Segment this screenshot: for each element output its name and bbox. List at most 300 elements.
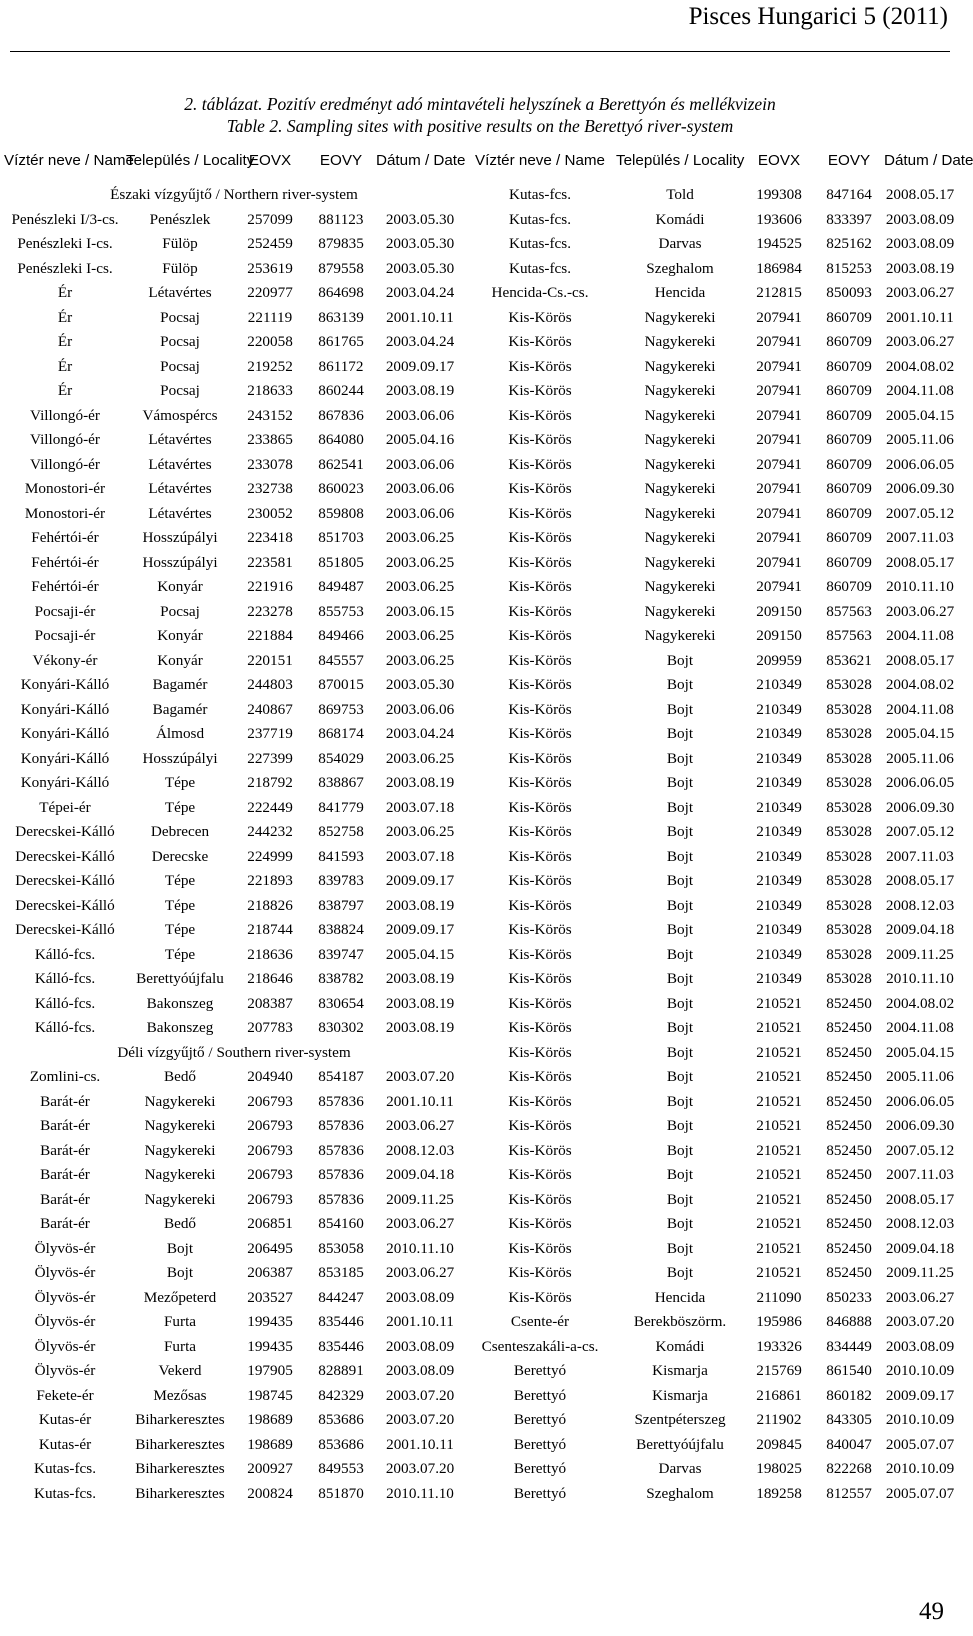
- left-eovx-cell: 207783: [247, 1019, 293, 1036]
- left-locality-cell: Pocsaj: [160, 333, 200, 350]
- table-row: [4, 1090, 956, 1115]
- left-water-name-cell: Ölyvös-ér: [34, 1313, 96, 1330]
- left-eovy-cell: 863139: [318, 308, 364, 326]
- right-water-name-cell: Kis-Körös: [508, 1190, 572, 1208]
- right-locality-cell: Hencida: [654, 1288, 706, 1306]
- left-eovx-cell: 223418: [247, 529, 293, 546]
- table-row: [4, 771, 956, 796]
- right-water-name-cell: Berettyó: [513, 1386, 567, 1404]
- right-water-name-cell: Csente-ér: [510, 1313, 570, 1330]
- left-eovx-cell: 206793: [247, 1092, 293, 1110]
- right-eovx-cell: 207941: [756, 382, 802, 399]
- left-eovx-cell: 237719: [247, 725, 293, 742]
- right-eovy-cell: 853621: [826, 651, 872, 669]
- left-locality-cell: Létavértes: [148, 431, 212, 448]
- left-eovx-cell: 218636: [247, 945, 293, 963]
- right-locality-cell: Bojt: [666, 749, 694, 767]
- left-date-cell: 2001.10.11: [386, 308, 454, 326]
- right-eovx-cell: 194525: [756, 235, 802, 252]
- right-date-cell: 2003.06.27: [885, 284, 955, 301]
- right-locality-cell: Bojt: [666, 896, 694, 914]
- left-locality-cell: Derecske: [151, 847, 209, 865]
- table-row: [4, 428, 956, 453]
- right-eovx-cell: 210349: [756, 847, 802, 865]
- left-eovy-cell: 857836: [318, 1092, 364, 1110]
- left-water-name-cell: Zomlini-cs.: [29, 1068, 101, 1085]
- left-date-cell: 2003.06.27: [385, 1264, 455, 1281]
- left-eovy-cell: 835446: [318, 1337, 364, 1355]
- left-date-cell: 2003.08.19: [385, 1019, 455, 1036]
- right-date-cell: 2009.04.18: [885, 1239, 955, 1257]
- right-water-name-cell: Kis-Körös: [508, 1019, 572, 1036]
- left-date-cell: 2003.06.25: [385, 651, 455, 669]
- right-locality-cell: Nagykereki: [644, 627, 716, 644]
- right-eovx-cell: 210521: [756, 1190, 802, 1208]
- right-locality-cell: Bojt: [666, 700, 694, 718]
- left-eovy-cell: 857836: [318, 1166, 364, 1183]
- left-water-name-cell: Vékony-ér: [32, 651, 98, 669]
- right-locality-cell: Nagykereki: [644, 553, 716, 571]
- left-date-cell: 2003.07.20: [385, 1386, 455, 1404]
- left-eovx-cell: 218792: [247, 774, 293, 791]
- table-row: [4, 624, 956, 649]
- left-date-cell: 2003.05.30: [385, 235, 455, 252]
- table-row: [4, 281, 956, 306]
- left-eovx-cell: 206387: [247, 1264, 293, 1281]
- table-row: [4, 1384, 956, 1409]
- left-eovy-cell: 862541: [318, 455, 364, 473]
- left-eovy-cell: 854160: [318, 1215, 364, 1232]
- left-water-name-cell: Barát-ér: [40, 1166, 90, 1183]
- right-locality-cell: Bojt: [666, 970, 694, 987]
- left-water-name-cell: Monostori-ér: [24, 504, 106, 522]
- left-eovx-cell: 199435: [247, 1337, 293, 1355]
- left-water-name-cell: Fehértói-ér: [31, 578, 99, 595]
- right-eovx-cell: 207941: [756, 480, 802, 497]
- right-eovy-cell: 857563: [826, 602, 872, 620]
- right-date-cell: 2004.11.08: [886, 1019, 954, 1036]
- left-date-cell: 2003.07.18: [385, 798, 455, 816]
- left-locality-cell: Bedő: [163, 1215, 197, 1232]
- right-date-cell: 2003.06.27: [885, 602, 955, 620]
- right-water-name-cell: Kis-Körös: [508, 921, 572, 938]
- left-eovy-cell: 841779: [318, 798, 364, 816]
- table-row: [4, 257, 956, 282]
- right-eovy-cell: 860182: [826, 1386, 872, 1404]
- right-date-cell: 2004.08.02: [885, 357, 955, 375]
- left-date-cell: 2003.07.18: [385, 847, 455, 865]
- right-eovy-cell: 853028: [826, 847, 872, 865]
- right-water-name-cell: Berettyó: [513, 1435, 567, 1453]
- table-row: [4, 1237, 956, 1262]
- right-locality-cell: Told: [666, 186, 694, 203]
- page-number: 49: [919, 1598, 944, 1625]
- left-water-name-cell: Derecskei-Kálló: [15, 847, 115, 865]
- right-eovy-cell: 860709: [826, 455, 872, 473]
- table-row: [4, 1188, 956, 1213]
- right-water-name-cell: Kis-Körös: [508, 1215, 572, 1232]
- left-date-cell: 2010.11.10: [386, 1239, 454, 1257]
- right-eovy-cell: 853028: [826, 798, 872, 816]
- right-date-cell: 2003.08.19: [885, 259, 955, 277]
- left-eovy-cell: 857836: [318, 1141, 364, 1159]
- running-header: Pisces Hungarici 5 (2011): [688, 3, 948, 30]
- right-eovy-cell: 815253: [826, 259, 872, 277]
- left-date-cell: 2003.07.20: [385, 1068, 455, 1085]
- right-water-name-cell: Kis-Körös: [508, 578, 572, 595]
- right-date-cell: 2003.08.09: [885, 235, 955, 252]
- right-eovy-cell: 860709: [826, 431, 872, 448]
- right-eovx-cell: 210521: [756, 1068, 802, 1085]
- right-water-name-cell: Kis-Körös: [508, 896, 572, 914]
- right-locality-cell: Darvas: [658, 235, 702, 252]
- right-eovx-cell: 210349: [756, 749, 802, 767]
- table-row: [4, 943, 956, 968]
- left-eovy-cell: 861172: [318, 357, 364, 375]
- right-locality-cell: Kismarja: [652, 1386, 708, 1404]
- left-date-cell: 2001.10.11: [386, 1313, 454, 1330]
- right-locality-cell: Bojt: [666, 1190, 694, 1208]
- right-date-cell: 2003.06.27: [885, 333, 955, 350]
- right-locality-cell: Bojt: [666, 1239, 694, 1257]
- left-date-cell: 2003.06.15: [385, 602, 455, 620]
- left-eovy-cell: 853686: [318, 1435, 364, 1453]
- right-date-cell: 2001.10.11: [886, 308, 954, 326]
- right-water-name-cell: Kis-Körös: [508, 994, 572, 1012]
- right-eovx-cell: 210349: [756, 823, 802, 840]
- left-eovy-cell: 851703: [318, 529, 364, 546]
- left-locality-cell: Biharkeresztes: [135, 1460, 225, 1477]
- left-water-name-cell: Derecskei-Kálló: [15, 872, 115, 889]
- header-rule: [10, 51, 950, 52]
- right-eovx-cell: 210521: [756, 1215, 802, 1232]
- left-eovx-cell: 198689: [247, 1435, 293, 1453]
- left-water-name-cell: Barát-ér: [40, 1092, 90, 1110]
- table-row: [4, 502, 956, 527]
- left-water-name-cell: Fekete-ér: [36, 1386, 94, 1404]
- left-locality-cell: Tépe: [164, 921, 196, 938]
- right-locality-cell: Szentpéterszeg: [634, 1411, 726, 1428]
- right-water-name-cell: Hencida-Cs.-cs.: [491, 284, 589, 301]
- right-eovy-cell: 857563: [826, 627, 872, 644]
- right-date-cell: 2009.11.25: [886, 945, 954, 963]
- left-locality-cell: Konyár: [157, 627, 203, 644]
- right-eovy-cell: 850093: [826, 284, 872, 301]
- left-locality-cell: Biharkeresztes: [135, 1484, 225, 1502]
- table-row: [4, 526, 956, 551]
- left-eovx-cell: 244232: [247, 823, 293, 840]
- right-locality-cell: Bojt: [666, 651, 694, 669]
- left-locality-cell: Furta: [163, 1337, 197, 1355]
- right-water-name-cell: Kis-Körös: [508, 651, 572, 669]
- right-date-cell: 2008.05.17: [885, 651, 955, 669]
- left-eovy-cell: 849466: [318, 627, 364, 644]
- right-date-cell: 2008.12.03: [885, 1215, 955, 1232]
- right-date-cell: 2005.04.15: [885, 1043, 955, 1061]
- right-locality-cell: Kismarja: [652, 1362, 708, 1379]
- right-water-name-cell: Kutas-fcs.: [509, 186, 571, 203]
- col-header-eovx: EOVX: [757, 152, 801, 169]
- right-water-name-cell: Csenteszakáli-a-cs.: [481, 1337, 599, 1355]
- right-eovx-cell: 193326: [756, 1337, 802, 1355]
- right-water-name-cell: Kis-Körös: [508, 431, 572, 448]
- right-eovy-cell: 853028: [826, 970, 872, 987]
- right-eovx-cell: 210521: [756, 1019, 802, 1036]
- right-date-cell: 2008.05.17: [885, 186, 955, 203]
- table-row: [4, 992, 956, 1017]
- left-eovy-cell: 879558: [318, 259, 364, 277]
- left-locality-cell: Mezősas: [153, 1386, 207, 1404]
- right-eovx-cell: 207941: [756, 578, 802, 595]
- table-row: [4, 575, 956, 600]
- right-eovy-cell: 860709: [826, 504, 872, 522]
- left-date-cell: 2009.09.17: [385, 872, 455, 889]
- table-row: [4, 330, 956, 355]
- right-water-name-cell: Berettyó: [513, 1362, 567, 1379]
- left-date-cell: 2003.06.25: [385, 529, 455, 546]
- col-header-eovy: EOVY: [319, 152, 363, 169]
- table-body: [4, 183, 956, 1506]
- left-water-name-cell: Villongó-ér: [30, 431, 100, 448]
- table-row: [4, 918, 956, 943]
- right-locality-cell: Bojt: [666, 872, 694, 889]
- table-row: [4, 477, 956, 502]
- right-water-name-cell: Kis-Körös: [508, 1166, 572, 1183]
- left-eovy-cell: 855753: [318, 602, 364, 620]
- right-date-cell: 2005.11.06: [886, 1068, 954, 1085]
- right-eovy-cell: 853028: [826, 700, 872, 718]
- right-date-cell: 2008.05.17: [885, 872, 955, 889]
- left-locality-cell: Furta: [163, 1313, 197, 1330]
- right-eovx-cell: 210349: [756, 945, 802, 963]
- left-eovx-cell: 224999: [247, 847, 293, 865]
- right-water-name-cell: Kis-Körös: [508, 357, 572, 375]
- left-locality-cell: Létavértes: [148, 504, 212, 522]
- left-locality-cell: Tépe: [164, 872, 196, 889]
- right-eovy-cell: 860709: [826, 553, 872, 571]
- left-eovy-cell: 844247: [318, 1288, 364, 1306]
- right-date-cell: 2006.06.05: [885, 774, 955, 791]
- right-water-name-cell: Kis-Körös: [508, 529, 572, 546]
- right-locality-cell: Nagykereki: [644, 602, 716, 620]
- right-eovx-cell: 209959: [756, 651, 802, 669]
- right-locality-cell: Szeghalom: [646, 1484, 714, 1502]
- table-row: [4, 649, 956, 674]
- right-eovx-cell: 210521: [756, 1043, 802, 1061]
- left-date-cell: 2003.08.19: [385, 994, 455, 1012]
- right-eovx-cell: 207941: [756, 529, 802, 546]
- right-date-cell: 2007.05.12: [885, 504, 955, 522]
- left-eovy-cell: 857836: [318, 1117, 364, 1134]
- table-row: [4, 306, 956, 331]
- right-date-cell: 2009.04.18: [885, 921, 955, 938]
- table-caption-hungarian: 2. táblázat. Pozitív eredményt adó mintavételi helyszínek a Berettyón és mellékvizein: [184, 94, 776, 114]
- right-locality-cell: Szeghalom: [646, 259, 714, 277]
- right-date-cell: 2005.07.07: [885, 1435, 955, 1453]
- right-eovx-cell: 186984: [756, 259, 802, 277]
- left-date-cell: 2005.04.16: [385, 431, 455, 448]
- right-eovx-cell: 210349: [756, 896, 802, 914]
- right-water-name-cell: Kis-Körös: [508, 1141, 572, 1159]
- right-date-cell: 2005.04.15: [885, 406, 955, 424]
- left-eovx-cell: 218633: [247, 382, 293, 399]
- right-eovx-cell: 210349: [756, 774, 802, 791]
- left-date-cell: 2003.08.09: [385, 1337, 455, 1355]
- left-eovy-cell: 860023: [318, 480, 364, 497]
- left-eovx-cell: 204940: [247, 1068, 293, 1085]
- left-locality-cell: Vekerd: [158, 1362, 202, 1379]
- right-eovx-cell: 215769: [756, 1362, 802, 1379]
- left-date-cell: 2003.08.19: [385, 896, 455, 914]
- left-locality-cell: Nagykereki: [144, 1141, 216, 1159]
- left-water-name-cell: Villongó-ér: [30, 406, 100, 424]
- right-eovx-cell: 212815: [756, 284, 802, 301]
- left-eovx-cell: 230052: [247, 504, 293, 522]
- right-date-cell: 2008.05.17: [885, 1190, 955, 1208]
- table-row: [4, 698, 956, 723]
- left-locality-cell: Bojt: [166, 1264, 194, 1281]
- table-row: [4, 869, 956, 894]
- right-eovy-cell: 812557: [826, 1484, 872, 1502]
- left-eovy-cell: 830302: [318, 1019, 364, 1036]
- table-row: [4, 183, 956, 208]
- left-eovy-cell: 864080: [318, 431, 364, 448]
- left-eovx-cell: 243152: [247, 406, 293, 424]
- right-eovy-cell: 825162: [826, 235, 872, 252]
- right-locality-cell: Nagykereki: [644, 504, 716, 522]
- right-locality-cell: Komádi: [655, 1337, 705, 1355]
- left-date-cell: 2001.10.11: [386, 1092, 454, 1110]
- right-water-name-cell: Berettyó: [513, 1484, 567, 1502]
- right-eovy-cell: 834449: [826, 1337, 872, 1355]
- left-water-name-cell: Ölyvös-ér: [34, 1264, 96, 1281]
- right-water-name-cell: Kis-Körös: [508, 1117, 572, 1134]
- left-date-cell: 2003.08.09: [385, 1362, 455, 1379]
- right-eovx-cell: 210521: [756, 994, 802, 1012]
- left-water-name-cell: Kálló-fcs.: [34, 945, 96, 963]
- table-row: [4, 1041, 956, 1066]
- left-water-name-cell: Kutas-ér: [38, 1435, 92, 1453]
- left-water-name-cell: Ér: [57, 357, 73, 375]
- left-eovx-cell: 221916: [247, 578, 293, 595]
- left-eovy-cell: 853058: [318, 1239, 364, 1257]
- left-eovx-cell: 253619: [247, 259, 293, 277]
- right-date-cell: 2004.11.08: [886, 382, 954, 399]
- right-date-cell: 2010.10.09: [885, 1362, 955, 1379]
- right-locality-cell: Bojt: [666, 1092, 694, 1110]
- right-eovy-cell: 853028: [826, 921, 872, 938]
- right-locality-cell: Nagykereki: [644, 333, 716, 350]
- left-water-name-cell: Villongó-ér: [30, 455, 100, 473]
- right-eovx-cell: 211902: [756, 1411, 802, 1428]
- left-eovx-cell: 200927: [247, 1460, 293, 1477]
- table-row: [4, 747, 956, 772]
- right-locality-cell: Nagykereki: [644, 406, 716, 424]
- right-locality-cell: Bojt: [666, 774, 694, 791]
- right-date-cell: 2007.11.03: [886, 847, 954, 865]
- table-row: [4, 1139, 956, 1164]
- right-water-name-cell: Kis-Körös: [508, 872, 572, 889]
- right-eovx-cell: 210349: [756, 725, 802, 742]
- left-date-cell: 2003.08.19: [385, 774, 455, 791]
- col-header-locality: Település / Locality: [126, 152, 255, 169]
- table-row: [4, 1433, 956, 1458]
- right-date-cell: 2010.11.10: [886, 578, 954, 595]
- right-eovx-cell: 210521: [756, 1092, 802, 1110]
- right-date-cell: 2007.11.03: [886, 529, 954, 546]
- left-water-name-cell: Tépei-ér: [39, 798, 91, 816]
- right-eovx-cell: 189258: [756, 1484, 802, 1502]
- right-eovx-cell: 209150: [756, 602, 802, 620]
- left-eovx-cell: 257099: [247, 210, 293, 228]
- left-eovy-cell: 859808: [318, 504, 364, 522]
- left-locality-cell: Álmosd: [155, 725, 205, 742]
- left-water-name-cell: Ölyvös-ér: [34, 1288, 96, 1306]
- right-water-name-cell: Kis-Körös: [508, 1239, 572, 1257]
- table-row: [4, 1212, 956, 1237]
- right-eovx-cell: 193606: [756, 210, 802, 228]
- left-eovy-cell: 853185: [318, 1264, 364, 1281]
- left-locality-cell: Mezőpeterd: [143, 1288, 217, 1306]
- right-water-name-cell: Kis-Körös: [508, 945, 572, 963]
- right-eovy-cell: 853028: [826, 774, 872, 791]
- left-eovx-cell: 203527: [247, 1288, 293, 1306]
- left-locality-cell: Tépe: [164, 945, 196, 963]
- left-date-cell: 2009.04.18: [385, 1166, 455, 1183]
- left-water-name-cell: Ér: [57, 333, 73, 350]
- left-eovx-cell: 218744: [247, 921, 293, 938]
- left-eovx-cell: 206793: [247, 1141, 293, 1159]
- right-water-name-cell: Kis-Körös: [508, 1092, 572, 1110]
- right-locality-cell: Bojt: [666, 1117, 694, 1134]
- left-locality-cell: Pocsaj: [160, 357, 200, 375]
- left-eovx-cell: 198745: [247, 1386, 293, 1404]
- right-eovy-cell: 843305: [826, 1411, 872, 1428]
- left-water-name-cell: Konyári-Kálló: [20, 676, 110, 693]
- left-eovx-cell: 206793: [247, 1190, 293, 1208]
- left-water-name-cell: Fehértói-ér: [31, 553, 99, 571]
- left-date-cell: 2003.06.06: [385, 504, 455, 522]
- right-eovy-cell: 853028: [826, 872, 872, 889]
- right-eovx-cell: 210521: [756, 1117, 802, 1134]
- right-water-name-cell: Kis-Körös: [508, 970, 572, 987]
- left-locality-cell: Bakonszeg: [146, 994, 214, 1012]
- left-date-cell: 2003.07.20: [385, 1460, 455, 1477]
- right-date-cell: 2003.06.27: [885, 1288, 955, 1306]
- left-locality-cell: Bagamér: [152, 676, 208, 693]
- right-date-cell: 2003.08.09: [885, 1337, 955, 1355]
- right-water-name-cell: Kis-Körös: [508, 627, 572, 644]
- right-date-cell: 2004.11.08: [886, 700, 954, 718]
- left-date-cell: 2008.12.03: [385, 1141, 455, 1159]
- right-eovx-cell: 207941: [756, 553, 802, 571]
- right-eovy-cell: 852450: [826, 1190, 872, 1208]
- right-water-name-cell: Kis-Körös: [508, 308, 572, 326]
- left-locality-cell: Pocsaj: [160, 308, 200, 326]
- col-header-date: Dátum / Date: [884, 152, 973, 169]
- left-eovx-cell: 227399: [247, 749, 293, 767]
- left-eovx-cell: 206793: [247, 1117, 293, 1134]
- table-row: [4, 1261, 956, 1286]
- right-date-cell: 2006.09.30: [885, 480, 955, 497]
- left-water-name-cell: Barát-ér: [40, 1215, 90, 1232]
- left-water-name-cell: Kálló-fcs.: [34, 970, 96, 987]
- left-locality-cell: Fülöp: [162, 235, 198, 252]
- right-eovy-cell: 853028: [826, 725, 872, 742]
- right-eovy-cell: 853028: [826, 896, 872, 914]
- left-water-name-cell: Ér: [57, 284, 73, 301]
- table-row: [4, 1310, 956, 1335]
